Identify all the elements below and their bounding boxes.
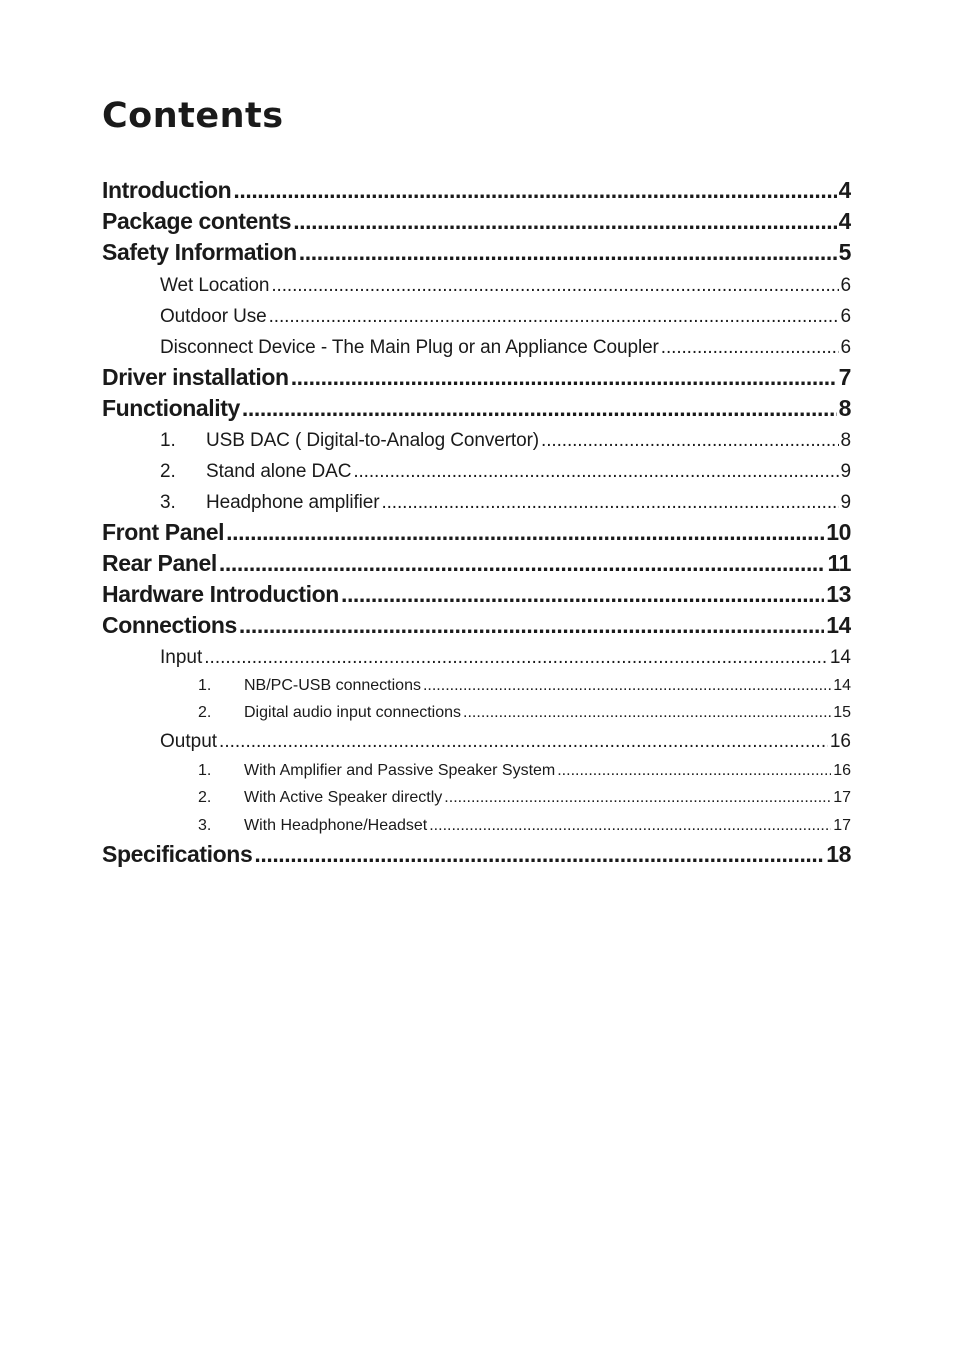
dot-leader: [204, 644, 828, 672]
toc-entry-number: 3.: [160, 492, 176, 513]
toc-entry[interactable]: [198, 784, 851, 811]
toc-entry-page-number: 13: [826, 581, 851, 607]
toc-entry-title: Output: [160, 731, 218, 752]
toc-entry[interactable]: [102, 548, 851, 579]
dot-leader: [293, 206, 836, 237]
dot-leader: [242, 393, 837, 424]
toc-entry-title: With Active Speaker directly: [244, 789, 443, 806]
toc-entry-title: Rear Panel: [102, 550, 217, 576]
toc-entry-title: Digital audio input connections: [244, 704, 462, 721]
toc-entry-title: USB DAC ( Digital-to-Analog Convertor): [206, 430, 540, 451]
toc-entry-title: Input: [160, 647, 203, 668]
toc-entry-title: With Amplifier and Passive Speaker System: [244, 762, 556, 779]
dot-leader: [341, 579, 824, 610]
dot-leader: [463, 699, 831, 726]
toc-entry-number: 2.: [160, 461, 176, 482]
toc-entry-page-number: 4: [838, 208, 851, 234]
toc-entry-number: 1.: [160, 430, 176, 451]
toc-entry-number: 3.: [198, 817, 212, 834]
dot-leader: [271, 270, 838, 301]
dot-leader: [353, 456, 838, 487]
toc-entry[interactable]: [102, 393, 851, 424]
toc-entry[interactable]: [102, 517, 851, 548]
dot-leader: [381, 487, 838, 518]
toc-entry[interactable]: [102, 839, 851, 870]
toc-entry[interactable]: [102, 610, 851, 641]
toc-entry-page-number: 10: [826, 519, 851, 545]
toc-entry-title: Specifications: [102, 841, 253, 867]
dot-leader: [233, 175, 836, 206]
toc-entry-page-number: 9: [840, 492, 851, 513]
dot-leader: [444, 784, 831, 811]
toc-entry[interactable]: [102, 237, 851, 268]
toc-entry[interactable]: [160, 456, 851, 487]
toc-entry-page-number: 6: [840, 337, 851, 358]
toc-entry-title: Functionality: [102, 395, 240, 421]
toc-entry-title: Outdoor Use: [160, 306, 267, 327]
toc-entry-title: With Headphone/Headset: [244, 817, 428, 834]
toc-entry-page-number: 8: [840, 430, 851, 451]
toc-entry[interactable]: [198, 812, 851, 839]
toc-entry[interactable]: [102, 362, 851, 393]
toc-entry[interactable]: [198, 757, 851, 784]
toc-entry-page-number: 4: [838, 177, 851, 203]
toc-entry-number: 1.: [198, 762, 212, 779]
toc-entry-title: Introduction: [102, 177, 232, 203]
toc-entry-page-number: 6: [840, 306, 851, 327]
dot-leader: [661, 332, 839, 363]
toc-entry-page-number: 17: [833, 789, 851, 806]
toc-entry-page-number: 16: [833, 762, 851, 779]
toc-entry-page-number: 5: [838, 239, 851, 265]
toc-entry-title: Headphone amplifier: [206, 492, 380, 513]
toc-entry-page-number: 14: [826, 612, 851, 638]
toc-entry[interactable]: [102, 175, 851, 206]
toc-entry-title: Hardware Introduction: [102, 581, 339, 607]
dot-leader: [226, 517, 824, 548]
toc-entry-page-number: 8: [838, 395, 851, 421]
toc-entry-page-number: 18: [826, 841, 851, 867]
toc-entry-number: 2.: [198, 704, 212, 721]
toc-entry-page-number: 15: [833, 704, 851, 721]
toc-entry-page-number: 14: [833, 677, 851, 694]
dot-leader: [541, 425, 838, 456]
toc-entry-title: Wet Location: [160, 275, 270, 296]
toc-entry[interactable]: [160, 728, 851, 756]
toc-entry[interactable]: [160, 301, 851, 332]
toc-entry-title: Safety Information: [102, 239, 297, 265]
toc-entry-title: NB/PC-USB connections: [244, 677, 421, 694]
toc-entry-page-number: 9: [840, 461, 851, 482]
dot-leader: [269, 301, 839, 332]
dot-leader: [219, 728, 828, 756]
toc-entry-page-number: 17: [833, 817, 851, 834]
toc-entry[interactable]: [102, 579, 851, 610]
dot-leader: [239, 610, 824, 641]
dot-leader: [429, 812, 831, 839]
toc-entry-title: Stand alone DAC: [206, 461, 352, 482]
toc-entry-title: Disconnect Device - The Main Plug or an Appliance Coupler: [160, 337, 659, 358]
toc-entry[interactable]: [160, 270, 851, 301]
dot-leader: [219, 548, 826, 579]
toc-entry-number: 1.: [198, 677, 212, 694]
toc-entry[interactable]: [160, 332, 851, 363]
dot-leader: [254, 839, 824, 870]
dot-leader: [299, 237, 837, 268]
toc-entry-title: Front Panel: [102, 519, 225, 545]
toc-entry-title: Connections: [102, 612, 237, 638]
toc-entry[interactable]: [102, 206, 851, 237]
toc-entry-title: Package contents: [102, 208, 292, 234]
page-title: Contents: [102, 96, 284, 136]
toc-entry[interactable]: [160, 644, 851, 672]
toc-entry[interactable]: [160, 487, 851, 518]
toc-entry-page-number: 7: [838, 364, 851, 390]
toc-entry-page-number: 16: [829, 731, 851, 752]
toc-entry-title: Driver installation: [102, 364, 289, 390]
dot-leader: [291, 362, 837, 393]
toc-entry-page-number: 6: [840, 275, 851, 296]
toc-entry[interactable]: [198, 672, 851, 699]
toc-entry-page-number: 14: [829, 647, 851, 668]
toc-entry-number: 2.: [198, 789, 212, 806]
toc-entry[interactable]: [160, 425, 851, 456]
dot-leader: [423, 672, 831, 699]
toc-entry-page-number: 11: [827, 550, 851, 576]
dot-leader: [557, 757, 831, 784]
toc-entry[interactable]: [198, 699, 851, 726]
